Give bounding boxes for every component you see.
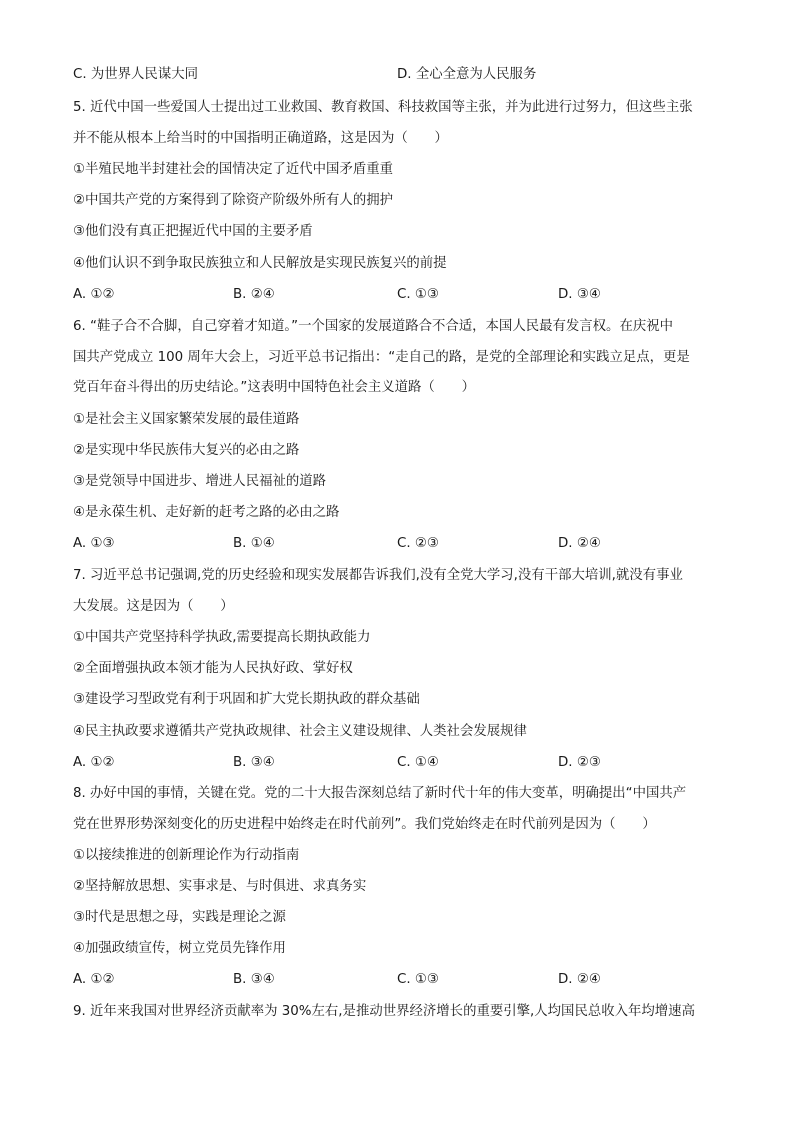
option-b[interactable]: B. ①④	[233, 536, 275, 551]
question-stem: 8. 办好中国的事情，关键在党。党的二十大报告深刻总结了新时代十年的伟大变革，明确提出“中国共产	[73, 786, 687, 801]
option-c[interactable]: C. ①③	[397, 287, 439, 302]
statement-item: ①半殖民地半封建社会的国情决定了近代中国矛盾重重	[73, 162, 393, 177]
option-d[interactable]: D. ②④	[558, 536, 601, 551]
question-stem: 7. 习近平总书记强调,党的历史经验和现实发展都告诉我们,没有全党大学习,没有干部大培训,就没有事业	[73, 568, 683, 583]
option-d[interactable]: D. 全心全意为人民服务	[397, 67, 537, 82]
option-d[interactable]: D. ②③	[558, 755, 601, 770]
option-b[interactable]: B. ③④	[233, 755, 275, 770]
statement-item: ②中国共产党的方案得到了除资产阶级外所有人的拥护	[73, 193, 393, 208]
option-a[interactable]: A. ①②	[73, 755, 115, 770]
statement-item: ①是社会主义国家繁荣发展的最佳道路	[73, 412, 300, 427]
statement-item: ③他们没有真正把握近代中国的主要矛盾	[73, 224, 313, 239]
statement-item: ③时代是思想之母，实践是理论之源	[73, 910, 286, 925]
option-a[interactable]: A. ①③	[73, 536, 115, 551]
statement-item: ③建设学习型政党有利于巩固和扩大党长期执政的群众基础	[73, 692, 420, 707]
statement-item: ③是党领导中国进步、增进人民福祉的道路	[73, 474, 327, 489]
statement-item: ①以接续推进的创新理论作为行动指南	[73, 848, 300, 863]
statement-item: ②是实现中华民族伟大复兴的必由之路	[73, 443, 300, 458]
option-d[interactable]: D. ③④	[558, 287, 601, 302]
option-c[interactable]: C. ②③	[397, 536, 439, 551]
option-a[interactable]: A. ①②	[73, 287, 115, 302]
statement-item: ②全面增强执政本领才能为人民执好政、掌好权	[73, 661, 353, 676]
question-stem: 5. 近代中国一些爱国人士提出过工业救国、教育救国、科技救国等主张，并为此进行过努力，但这些主张	[73, 100, 693, 115]
option-d[interactable]: D. ②④	[558, 972, 601, 987]
question-stem: 6. “鞋子合不合脚，自己穿着才知道。”一个国家的发展道路合不合适，本国人民最有发言权。在庆祝中	[73, 319, 674, 334]
option-c[interactable]: C. ①③	[397, 972, 439, 987]
statement-item: ①中国共产党坚持科学执政,需要提高长期执政能力	[73, 630, 371, 645]
question-stem: 并不能从根本上给当时的中国指明正确道路，这是因为（ ）	[73, 131, 448, 146]
question-stem: 党百年奋斗得出的历史结论。”这表明中国特色社会主义道路（ ）	[73, 380, 475, 395]
option-b[interactable]: B. ③④	[233, 972, 275, 987]
statement-item: ④民主执政要求遵循共产党执政规律、社会主义建设规律、人类社会发展规律	[73, 724, 527, 739]
option-c[interactable]: C. ①④	[397, 755, 439, 770]
option-b[interactable]: B. ②④	[233, 287, 275, 302]
statement-item: ②坚持解放思想、实事求是、与时俱进、求真务实	[73, 879, 367, 894]
statement-item: ④是永葆生机、走好新的赶考之路的必由之路	[73, 505, 340, 520]
question-stem: 9. 近年来我国对世界经济贡献率为 30%左右,是推动世界经济增长的重要引擎,人均国民总收入年均增速高	[73, 1004, 695, 1019]
statement-item: ④他们认识不到争取民族独立和人民解放是实现民族复兴的前提	[73, 256, 447, 271]
option-c[interactable]: C. 为世界人民谋大同	[73, 67, 198, 82]
option-a[interactable]: A. ①②	[73, 972, 115, 987]
statement-item: ④加强政绩宣传，树立党员先锋作用	[73, 941, 286, 956]
question-stem: 党在世界形势深刻变化的历史进程中始终走在时代前列”。我们党始终走在时代前列是因为（ ）	[73, 817, 656, 832]
question-stem: 大发展。这是因为（ ）	[73, 599, 234, 614]
question-stem: 国共产党成立 100 周年大会上，习近平总书记指出：“走自己的路，是党的全部理论和实践立足点，更是	[73, 350, 690, 365]
